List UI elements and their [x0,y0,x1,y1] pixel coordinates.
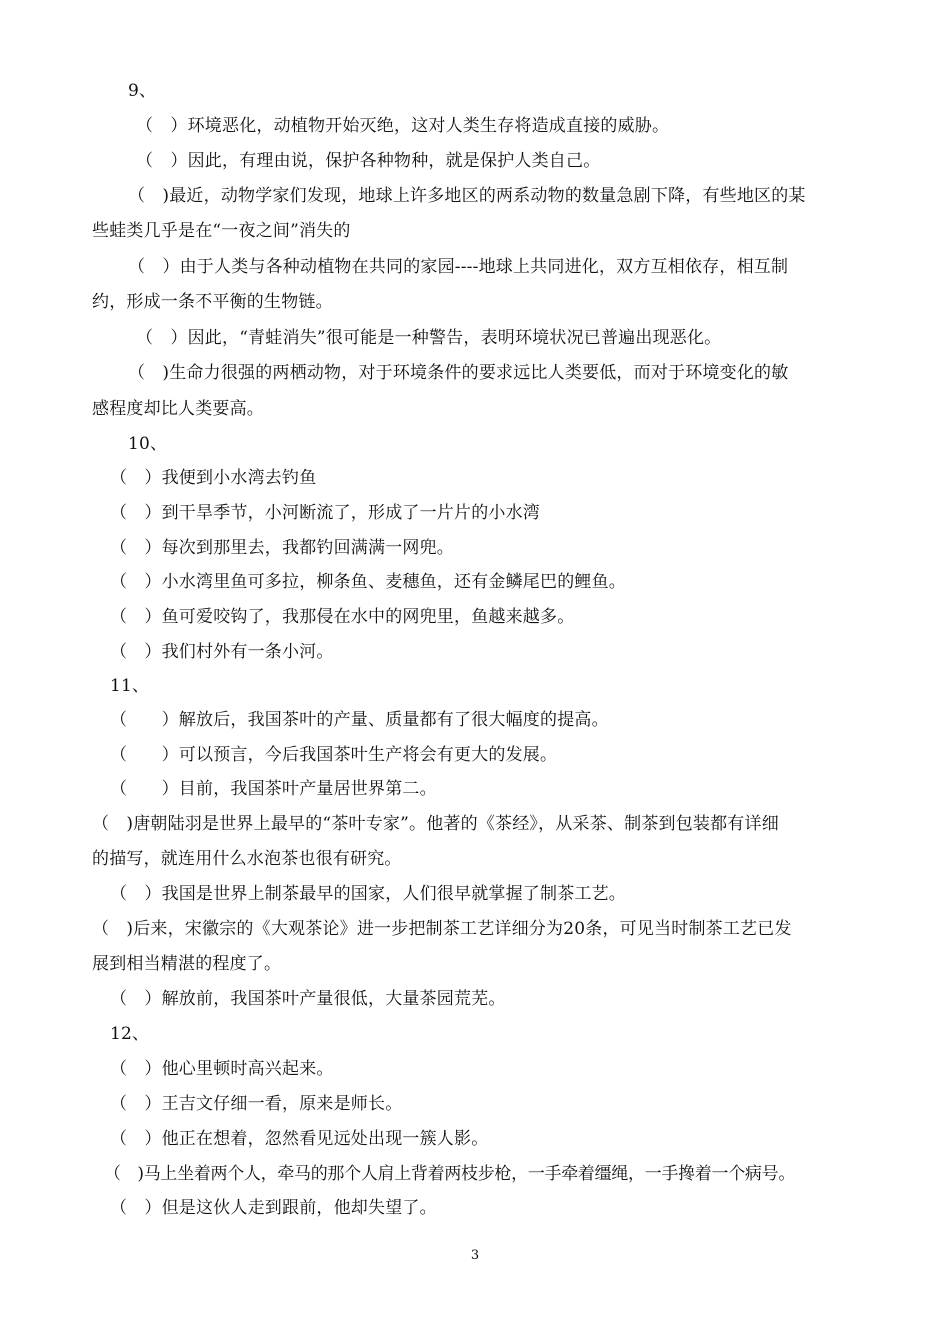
question-12-number: 12、 [110,1024,150,1044]
question-11-item: （ )后来，宋徽宗的《大观茶论》进一步把制茶工艺详细分为20条，可见当时制茶工艺已发 [92,919,792,939]
question-10-item: （ ）我便到小水湾去钓鱼 [110,468,317,488]
question-9-item: （ ）因此，“青蛙消失”很可能是一种警告，表明环境状况已普遍出现恶化。 [136,328,722,348]
question-11-item: （ )唐朝陆羽是世界上最早的“茶叶专家”。他著的《茶经》，从采茶、制茶到包装都有详细 [92,814,779,834]
question-11-item: （ ）解放后，我国茶叶的产量、质量都有了很大幅度的提高。 [110,710,609,730]
question-12-item: （ ）王吉文仔细一看，原来是师长。 [110,1094,403,1114]
question-10-item: （ ）到干旱季节，小河断流了，形成了一片片的小水湾 [110,503,540,523]
question-9-item-continued: 些蛙类几乎是在“一夜之间”消失的 [92,221,351,241]
question-9-item-continued: 约，形成一条不平衡的生物链。 [92,292,333,312]
question-11-item-continued: 展到相当精湛的程度了。 [92,954,282,974]
question-11-item: （ ）解放前，我国茶叶产量很低，大量茶园荒芜。 [110,989,506,1009]
question-9-item: （ )生命力很强的两栖动物，对于环境条件的要求远比人类要低，而对于环境变化的敏 [128,363,789,383]
question-9-item: （ ）因此，有理由说，保护各种物种，就是保护人类自己。 [136,151,601,171]
question-9-number: 9、 [128,81,157,101]
question-11-number: 11、 [110,676,150,696]
question-11-item: （ ）目前，我国茶叶产量居世界第二。 [110,779,437,799]
page-number: 3 [470,1248,480,1263]
question-10-item: （ ）小水湾里鱼可多拉，柳条鱼、麦穗鱼，还有金鳞尾巴的鲤鱼。 [110,572,626,592]
question-10-item: （ ）我们村外有一条小河。 [110,642,334,662]
question-9-item: （ ）由于人类与各种动植物在共同的家园----地球上共同进化，双方互相依存，相互制 [128,257,789,277]
question-11-item-continued: 的描写，就连用什么水泡茶也很有研究。 [92,849,402,869]
question-10-item: （ ）每次到那里去，我都钓回满满一网兜。 [110,538,454,558]
question-12-item: （ ）他心里顿时高兴起来。 [110,1059,334,1079]
question-11-item: （ ）可以预言，今后我国茶叶生产将会有更大的发展。 [110,745,558,765]
question-10-item: （ ）鱼可爱咬钩了，我那侵在水中的网兜里，鱼越来越多。 [110,607,575,627]
question-9-item: （ )最近，动物学家们发现，地球上许多地区的两系动物的数量急剧下降，有些地区的某 [128,186,806,206]
question-12-item: （ )马上坐着两个人，牵马的那个人肩上背着两枝步枪，一手牵着缰绳，一手搀着一个病号。 [104,1164,796,1184]
question-9-item-continued: 感程度却比人类要高。 [92,399,264,419]
question-10-number: 10、 [128,434,168,454]
question-12-item: （ ）他正在想着，忽然看见远处出现一簇人影。 [110,1129,489,1149]
question-11-item: （ ）我国是世界上制茶最早的国家，人们很早就掌握了制茶工艺。 [110,884,626,904]
question-12-item: （ ）但是这伙人走到跟前，他却失望了。 [110,1198,437,1218]
question-9-item: （ ）环境恶化，动植物开始灭绝，这对人类生存将造成直接的威胁。 [136,116,670,136]
